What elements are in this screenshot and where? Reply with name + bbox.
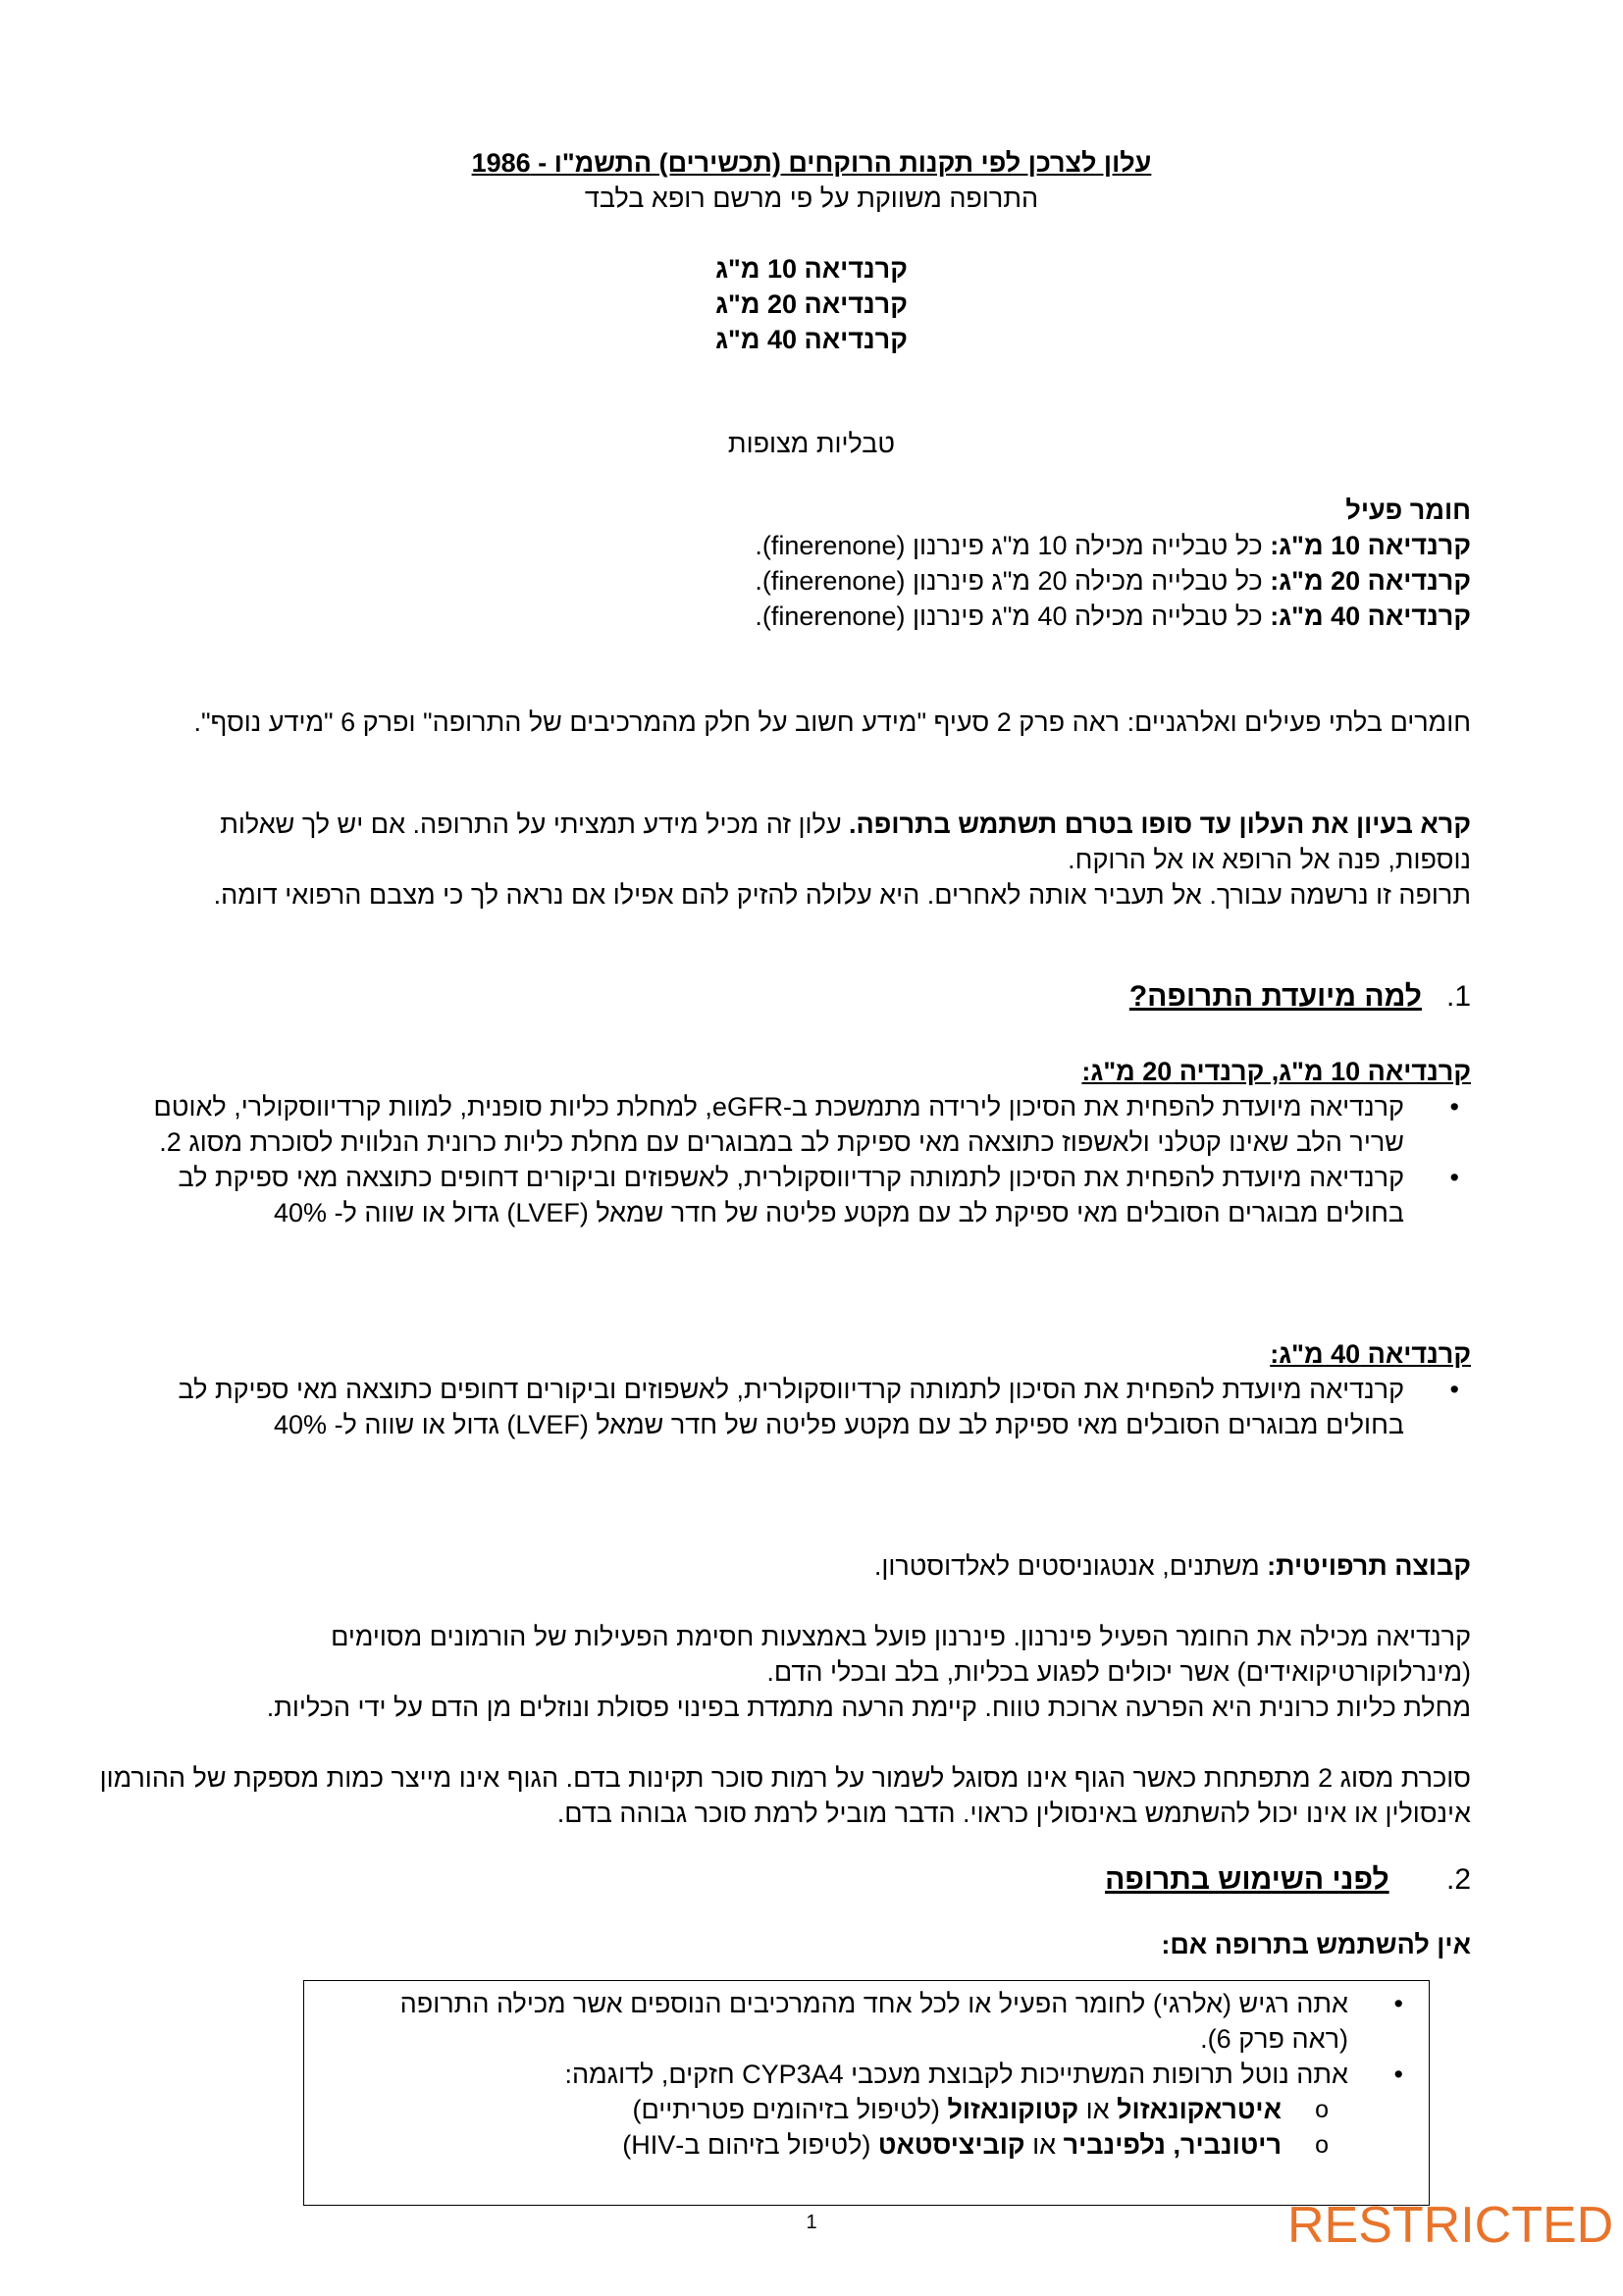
list-item xyxy=(355,2092,1348,2127)
usage-text: (לטיפול בזיהום ב-HIV) xyxy=(622,2130,878,2160)
active-row-20 xyxy=(755,563,1471,599)
product-name-20: קרנדיאה 20 מ"ג xyxy=(715,289,908,319)
read-leaflet-notice xyxy=(136,807,1471,877)
restricted-label: RESTRICTED xyxy=(1287,2197,1614,2254)
list-item: • קרנדיאה מיועדת להפחית את הסיכון לתמותה קרדיווסקולרית, לאשפוזים וביקורים דחופים כתוצאה מאי ספיקת לב בחולים מבוגרים הסובלים מאי ספיקת לב עם מקטע פליטה של חדר שמאל (LVEF) גדול או שווה ל- 40% xyxy=(141,1160,1471,1230)
drug-name: ריטונביר, נלפינביר xyxy=(1063,2130,1282,2160)
list-item xyxy=(355,2057,1415,2163)
contraindications-heading: אין להשתמש בתרופה אם: xyxy=(1161,1930,1471,1959)
connector-text: או xyxy=(1078,2095,1118,2124)
list-item xyxy=(355,2127,1348,2163)
diabetes-paragraph: סוכרת מסוג 2 מתפתחת כאשר הגוף אינו מסוגל לשמור על רמות סוכר תקינות בדם. הגוף אינו מייצר כמות מספקת של ההורמון אינסולין או אינו יכול להשתמש באינסולין כראוי. הדבר מוביל לרמת סוכר גבוהה בדם. xyxy=(99,1763,1471,1828)
read-leaflet-bold: קרא בעיון את העלון עד סופו בטרם תשתמש בתרופה. xyxy=(849,809,1471,839)
indication-list-10-20 xyxy=(141,1089,1471,1230)
active-row-label: קרנדיאה 10 מ"ג: xyxy=(1270,531,1471,560)
inactive-ingredients: חומרים בלתי פעילים ואלרגניים: ראה פרק 2 סעיף "מידע חשוב על חלק מהמרכיבים של התרופה" ופרק 6 "מידע נוסף". xyxy=(193,707,1471,737)
list-item: • קרנדיאה מיועדת להפחית את הסיכון לתמותה קרדיווסקולרית, לאשפוזים וביקורים דחופים כתוצאה מאי ספיקת לב בחולים מבוגרים הסובלים מאי ספיקת לב עם מקטע פליטה של חדר שמאל (LVEF) גדול או שווה ל- 40% xyxy=(141,1372,1471,1442)
section1-title: למה מיועדת התרופה? xyxy=(1128,980,1422,1013)
active-row-10 xyxy=(755,528,1471,563)
active-row-label: קרנדיאה 40 מ"ג: xyxy=(1270,601,1471,631)
connector-text: או xyxy=(1024,2130,1064,2160)
active-row-text: כל טבלייה מכילה 40 מ"ג פינרנון (finerenone). xyxy=(755,601,1271,631)
section2-heading xyxy=(1105,1862,1471,1898)
active-row-label: קרנדיאה 20 מ"ג: xyxy=(1270,566,1471,596)
active-row-text: כל טבלייה מכילה 20 מ"ג פינרנון (finerenone). xyxy=(755,566,1271,596)
therapeutic-group xyxy=(874,1548,1471,1584)
ckd-paragraph: מחלת כליות כרונית היא הפרעה ארוכת טווח. קיימת הרעה מתמדת בפינוי פסולת ונוזלים מן הדם על ידי הכליות. xyxy=(266,1693,1471,1722)
dosage-form: טבליות מצופות xyxy=(727,429,896,458)
section2-number: 2. xyxy=(1445,1863,1471,1896)
therapeutic-group-text: משתנים, אנטגוניסטים לאלדוסטרון. xyxy=(873,1551,1268,1581)
prescription-note: התרופה משווקת על פי מרשם רופא בלבד xyxy=(584,183,1039,213)
cyp3a4-examples xyxy=(355,2092,1348,2163)
section1-number: 1. xyxy=(1445,980,1471,1013)
section1-heading xyxy=(1129,979,1471,1015)
section1-sub1: קרנדיאה 10 מ"ג, קרנדיה 20 מ"ג: xyxy=(1081,1057,1471,1086)
active-row-text: כל טבלייה מכילה 10 מ"ג פינרנון (finerenone). xyxy=(755,531,1271,560)
list-item: • אתה רגיש (אלרגי) לחומר הפעיל או לכל אחד מהמרכיבים הנוספים אשר מכילה התרופה (ראה פרק 6). xyxy=(355,1986,1415,2057)
section2-title: לפני השימוש בתרופה xyxy=(1105,1863,1389,1896)
drug-name: איטראקונאזול xyxy=(1117,2095,1282,2124)
personal-prescription-note: תרופה זו נרשמה עבורך. אל תעביר אותה לאחרים. היא עלולה להזיק להם אפילו אם נראה לך כי מצבם הרפואי דומה. xyxy=(213,880,1471,910)
leaflet-title: עלון לצרכן לפי תקנות הרוקחים (תכשירים) התשמ"ו - 1986 xyxy=(471,148,1152,178)
drug-name: קטוקונאזול xyxy=(947,2095,1079,2124)
page-number: 1 xyxy=(806,2212,817,2233)
indication-list-40 xyxy=(141,1372,1471,1442)
drug-name: קוביציסטאט xyxy=(877,2130,1025,2160)
therapeutic-group-label: קבוצה תרפויטית: xyxy=(1267,1551,1471,1581)
active-row-40 xyxy=(755,599,1471,634)
product-name-10: קרנדיאה 10 מ"ג xyxy=(715,254,908,284)
read-leaflet-rest: עלון זה מכיל מידע תמציתי על התרופה. אם יש לך שאלות נוספות, פנה אל הרופא או אל הרוקח. xyxy=(220,809,1471,874)
cyp3a4-text: אתה נוטל תרופות המשתייכות לקבוצת מעכבי CYP3A4 חזקים, לדוגמה: xyxy=(564,2060,1348,2089)
mechanism-paragraph: קרנדיאה מכילה את החומר הפעיל פינרנון. פינרנון פועל באמצעות חסימת הפעילות של הורמונים מסוימים (מינרלוקורטיקואידים) אשר יכולים לפגוע בכליות, בלב ובכלי הדם. xyxy=(331,1622,1471,1687)
product-name-40: קרנדיאה 40 מ"ג xyxy=(715,325,908,354)
list-item: • קרנדיאה מיועדת להפחית את הסיכון לירידה מתמשכת ב-eGFR, למחלת כליות סופנית, למוות קרדיווסקולרי, לאוטם שריר הלב שאינו קטלני ולאשפוז כתוצאה מאי ספיקת לב במבוגרים עם מחלת כליות כרונית הנלווית לסוכרת מסוג 2. xyxy=(141,1089,1471,1160)
contraindications-list xyxy=(355,1986,1415,2163)
active-ingredient-heading: חומר פעיל xyxy=(1345,496,1471,525)
section1-sub2: קרנדיאה 40 מ"ג: xyxy=(1270,1339,1471,1369)
usage-text: (לטיפול בזיהומים פטריתיים) xyxy=(632,2095,948,2124)
